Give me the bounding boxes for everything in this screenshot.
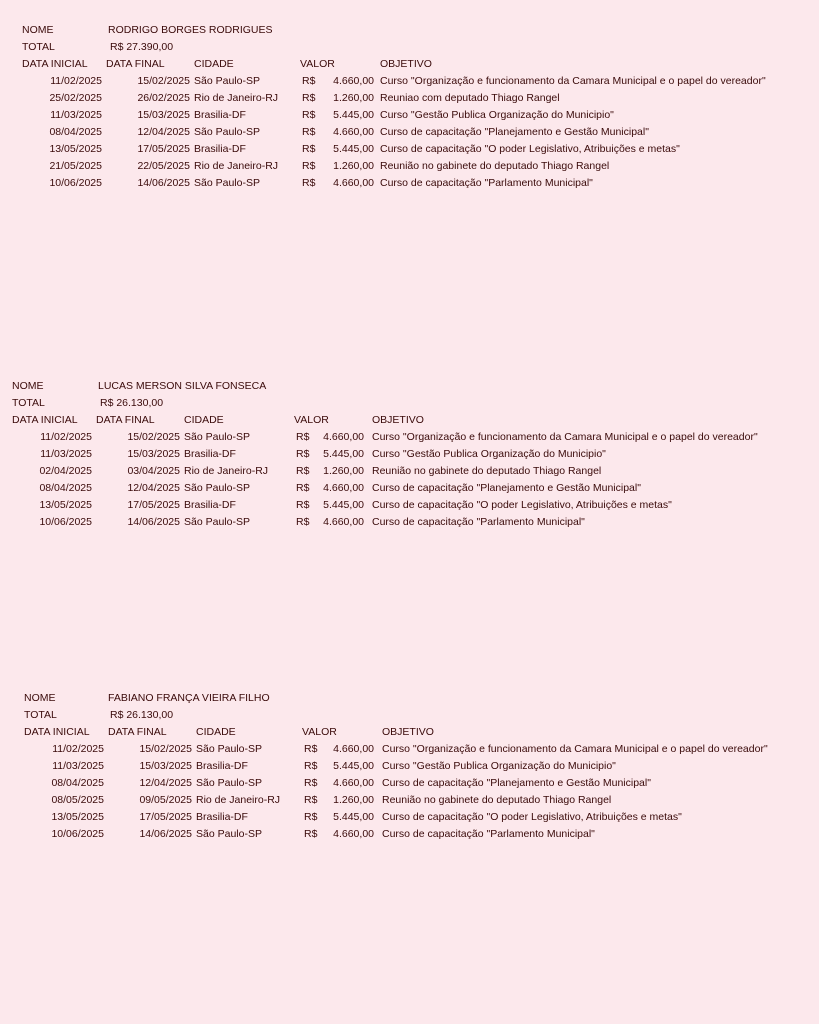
col-header-objetivo: OBJETIVO [372,414,424,426]
currency-symbol: R$ [296,431,310,443]
objetivo: Curso de capacitação "Parlamento Municipal" [382,828,595,840]
table-row [12,429,812,446]
valor: 4.660,00 [333,743,374,755]
data-final: 15/03/2025 [137,109,190,121]
data-final: 12/04/2025 [137,126,190,138]
col-header-data-inicial: DATA INICIAL [12,414,78,426]
valor: 4.660,00 [333,177,374,189]
objetivo: Curso "Gestão Publica Organização do Municipio" [372,448,606,460]
valor: 4.660,00 [333,777,374,789]
valor: 5.445,00 [333,143,374,155]
record-block [12,378,812,531]
currency-symbol: R$ [304,760,318,772]
objetivo: Curso "Organização e funcionamento da Camara Municipal e o papel do vereador" [382,743,768,755]
table-row [24,758,819,775]
objetivo: Curso de capacitação "Parlamento Municipal" [380,177,593,189]
data-inicial: 10/06/2025 [49,177,102,189]
data-inicial: 08/05/2025 [51,794,104,806]
cidade: Rio de Janeiro-RJ [184,465,269,477]
data-inicial: 11/02/2025 [50,75,102,87]
nome-label: NOME [22,24,54,36]
data-inicial: 21/05/2025 [49,160,102,172]
objetivo: Reunião no gabinete do deputado Thiago Rangel [382,794,612,806]
table-row [24,775,819,792]
table-row [12,480,812,497]
objetivo: Curso de capacitação "Parlamento Municipal" [372,516,585,528]
cidade: São Paulo-SP [194,177,260,189]
nome-value: LUCAS MERSON SILVA FONSECA [98,380,267,392]
currency-symbol: R$ [302,75,316,87]
currency-symbol: R$ [296,448,310,460]
col-header-objetivo: OBJETIVO [380,58,432,70]
data-inicial: 13/05/2025 [51,811,104,823]
table-row [24,826,819,843]
total-label: TOTAL [22,41,55,53]
nome-value: RODRIGO BORGES RODRIGUES [108,24,273,36]
data-inicial: 11/03/2025 [50,109,102,121]
cidade: São Paulo-SP [184,482,250,494]
cidade: Rio de Janeiro-RJ [194,92,279,104]
currency-symbol: R$ [304,743,318,755]
col-header-cidade: CIDADE [194,58,234,70]
data-inicial: 13/05/2025 [39,499,92,511]
valor: 5.445,00 [333,109,374,121]
col-header-data-final: DATA FINAL [96,414,155,426]
col-header-objetivo: OBJETIVO [382,726,434,738]
table-row [12,514,812,531]
total-label: TOTAL [12,397,45,409]
data-final: 22/05/2025 [137,160,190,172]
col-header-data-final: DATA FINAL [106,58,165,70]
data-inicial: 08/04/2025 [39,482,92,494]
cidade: Rio de Janeiro-RJ [196,794,281,806]
data-final: 14/06/2025 [139,828,192,840]
data-final: 03/04/2025 [127,465,180,477]
table-row [22,90,819,107]
data-inicial: 08/04/2025 [49,126,102,138]
valor: 5.445,00 [323,499,364,511]
data-inicial: 02/04/2025 [39,465,92,477]
total-value: R$ 26.130,00 [110,709,174,721]
currency-symbol: R$ [304,777,318,789]
data-inicial: 08/04/2025 [51,777,104,789]
table-row [22,175,819,192]
objetivo: Curso de capacitação "Planejamento e Gestão Municipal" [372,482,641,494]
table-row [22,141,819,158]
data-inicial: 10/06/2025 [51,828,104,840]
data-inicial: 25/02/2025 [49,92,102,104]
objetivo: Curso de capacitação "Planejamento e Gestão Municipal" [382,777,651,789]
valor: 4.660,00 [323,516,364,528]
cidade: São Paulo-SP [184,431,250,443]
cidade: Brasilia-DF [196,811,248,823]
data-final: 17/05/2025 [127,499,180,511]
currency-symbol: R$ [304,794,318,806]
objetivo: Curso de capacitação "O poder Legislativo, Atribuições e metas" [380,143,680,155]
data-final: 14/06/2025 [137,177,190,189]
data-inicial: 10/06/2025 [39,516,92,528]
currency-symbol: R$ [302,109,316,121]
objetivo: Curso de capacitação "O poder Legislativo, Atribuições e metas" [382,811,682,823]
objetivo: Curso de capacitação "O poder Legislativo, Atribuições e metas" [372,499,672,511]
table-row [22,73,819,90]
currency-symbol: R$ [302,126,316,138]
valor: 4.660,00 [323,482,364,494]
valor: 5.445,00 [333,760,374,772]
valor: 4.660,00 [333,75,374,87]
data-final: 15/03/2025 [139,760,192,772]
table-row [24,792,819,809]
nome-label: NOME [24,692,56,704]
table-row [24,809,819,826]
objetivo: Reunião no gabinete do deputado Thiago Rangel [372,465,602,477]
cidade: Brasilia-DF [184,448,236,460]
col-header-valor: VALOR [302,726,337,738]
objetivo: Reuniao com deputado Thiago Rangel [380,92,560,104]
table-row [12,497,812,514]
valor: 5.445,00 [323,448,364,460]
cidade: São Paulo-SP [196,743,262,755]
data-final: 09/05/2025 [139,794,192,806]
record-block [22,22,819,192]
valor: 4.660,00 [323,431,364,443]
data-final: 12/04/2025 [127,482,180,494]
record-block [24,690,819,843]
currency-symbol: R$ [302,160,316,172]
cidade: São Paulo-SP [194,75,260,87]
data-final: 15/02/2025 [137,75,190,87]
data-final: 12/04/2025 [139,777,192,789]
currency-symbol: R$ [296,499,310,511]
total-label: TOTAL [24,709,57,721]
valor: 1.260,00 [333,794,374,806]
total-value: R$ 27.390,00 [110,41,174,53]
data-final: 15/02/2025 [139,743,192,755]
currency-symbol: R$ [296,465,310,477]
table-row [22,158,819,175]
col-header-cidade: CIDADE [184,414,224,426]
data-final: 15/02/2025 [127,431,180,443]
cidade: São Paulo-SP [184,516,250,528]
table-row [12,446,812,463]
data-final: 15/03/2025 [127,448,180,460]
currency-symbol: R$ [296,516,310,528]
table-row [24,741,819,758]
currency-symbol: R$ [304,828,318,840]
col-header-data-inicial: DATA INICIAL [24,726,90,738]
data-inicial: 11/03/2025 [40,448,92,460]
data-final: 14/06/2025 [127,516,180,528]
cidade: São Paulo-SP [196,828,262,840]
currency-symbol: R$ [304,811,318,823]
currency-symbol: R$ [302,143,316,155]
cidade: Brasilia-DF [196,760,248,772]
objetivo: Curso "Gestão Publica Organização do Municipio" [382,760,616,772]
objetivo: Reunião no gabinete do deputado Thiago Rangel [380,160,610,172]
objetivo: Curso "Gestão Publica Organização do Municipio" [380,109,614,121]
col-header-cidade: CIDADE [196,726,236,738]
nome-label: NOME [12,380,44,392]
data-final: 26/02/2025 [137,92,190,104]
data-final: 17/05/2025 [139,811,192,823]
data-inicial: 11/02/2025 [52,743,104,755]
cidade: Brasilia-DF [194,109,246,121]
cidade: São Paulo-SP [196,777,262,789]
cidade: São Paulo-SP [194,126,260,138]
valor: 4.660,00 [333,828,374,840]
col-header-data-final: DATA FINAL [108,726,167,738]
objetivo: Curso de capacitação "Planejamento e Gestão Municipal" [380,126,649,138]
table-row [22,107,819,124]
valor: 1.260,00 [333,92,374,104]
valor: 4.660,00 [333,126,374,138]
total-value: R$ 26.130,00 [100,397,164,409]
currency-symbol: R$ [296,482,310,494]
table-row [12,463,812,480]
nome-value: FABIANO FRANÇA VIEIRA FILHO [108,692,270,704]
valor: 1.260,00 [333,160,374,172]
data-inicial: 13/05/2025 [49,143,102,155]
cidade: Rio de Janeiro-RJ [194,160,279,172]
col-header-valor: VALOR [294,414,329,426]
currency-symbol: R$ [302,177,316,189]
col-header-valor: VALOR [300,58,335,70]
cidade: Brasilia-DF [184,499,236,511]
currency-symbol: R$ [302,92,316,104]
objetivo: Curso "Organização e funcionamento da Camara Municipal e o papel do vereador" [372,431,758,443]
data-inicial: 11/03/2025 [52,760,104,772]
col-header-data-inicial: DATA INICIAL [22,58,88,70]
table-row [22,124,819,141]
data-inicial: 11/02/2025 [40,431,92,443]
valor: 5.445,00 [333,811,374,823]
valor: 1.260,00 [323,465,364,477]
cidade: Brasilia-DF [194,143,246,155]
data-final: 17/05/2025 [137,143,190,155]
objetivo: Curso "Organização e funcionamento da Camara Municipal e o papel do vereador" [380,75,766,87]
